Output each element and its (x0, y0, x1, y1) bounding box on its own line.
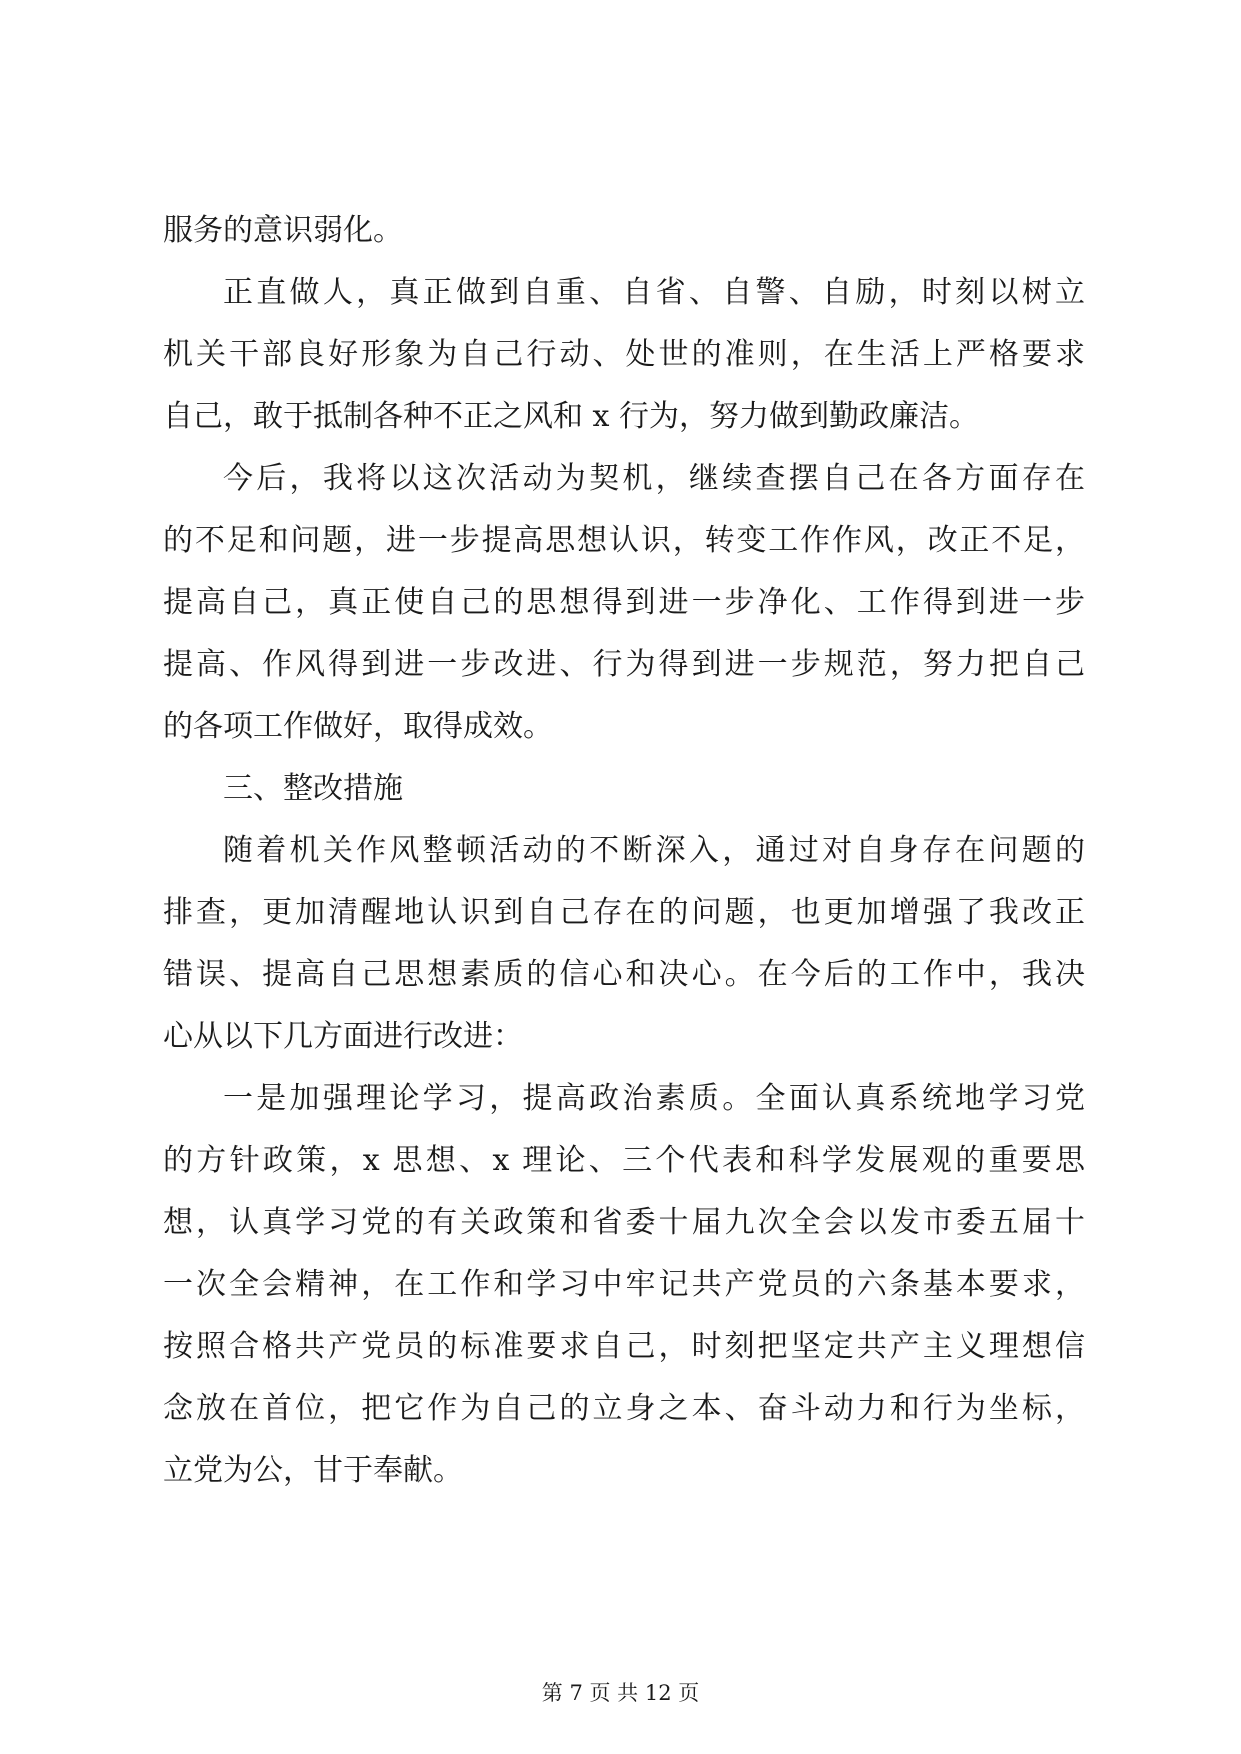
text-line: 一是加强理论学习，提高政治素质。全面认真系统地学习党 (223, 1081, 1085, 1116)
text-line: 心从以下几方面进行改进： (163, 1019, 523, 1054)
text-line: 想，认真学习党的有关政策和省委十届九次全会以发市委五届十 (163, 1205, 1085, 1240)
text-line: 的方针政策，x 思想、x 理论、三个代表和科学发展观的重要思 (163, 1143, 1085, 1178)
text-line: 排查，更加清醒地认识到自己存在的问题，也更加增强了我改正 (163, 895, 1085, 930)
text-line: 正直做人，真正做到自重、自省、自警、自励，时刻以树立 (223, 275, 1085, 310)
text-line: 的不足和问题，进一步提高思想认识，转变工作作风，改正不足， (163, 523, 1085, 558)
text-line: 的各项工作做好，取得成效。 (163, 709, 553, 744)
text-line: 按照合格共产党员的标准要求自己，时刻把坚定共产主义理想信 (163, 1329, 1085, 1364)
text-line: 自己，敢于抵制各种不正之风和 x 行为，努力做到勤政廉洁。 (163, 399, 979, 434)
text-line: 错误、提高自己思想素质的信心和决心。在今后的工作中，我决 (163, 957, 1085, 992)
text-line: 提高、作风得到进一步改进、行为得到进一步规范，努力把自己 (163, 647, 1085, 682)
text-line: 三、整改措施 (223, 771, 403, 806)
text-line: 念放在首位，把它作为自己的立身之本、奋斗动力和行为坐标， (163, 1391, 1085, 1426)
text-line: 立党为公，甘于奉献。 (163, 1453, 463, 1488)
document-body (163, 200, 1085, 1502)
text-line: 一次全会精神，在工作和学习中牢记共产党员的六条基本要求， (163, 1267, 1085, 1302)
page-footer: 第 7 页 共 12 页 (541, 1681, 700, 1705)
text-line: 提高自己，真正使自己的思想得到进一步净化、工作得到进一步 (163, 585, 1085, 620)
text-line: 今后，我将以这次活动为契机，继续查摆自己在各方面存在 (223, 461, 1085, 496)
text-line: 随着机关作风整顿活动的不断深入，通过对自身存在问题的 (223, 833, 1085, 868)
text-line: 服务的意识弱化。 (163, 213, 403, 248)
text-line: 机关干部良好形象为自己行动、处世的准则，在生活上严格要求 (163, 337, 1085, 372)
